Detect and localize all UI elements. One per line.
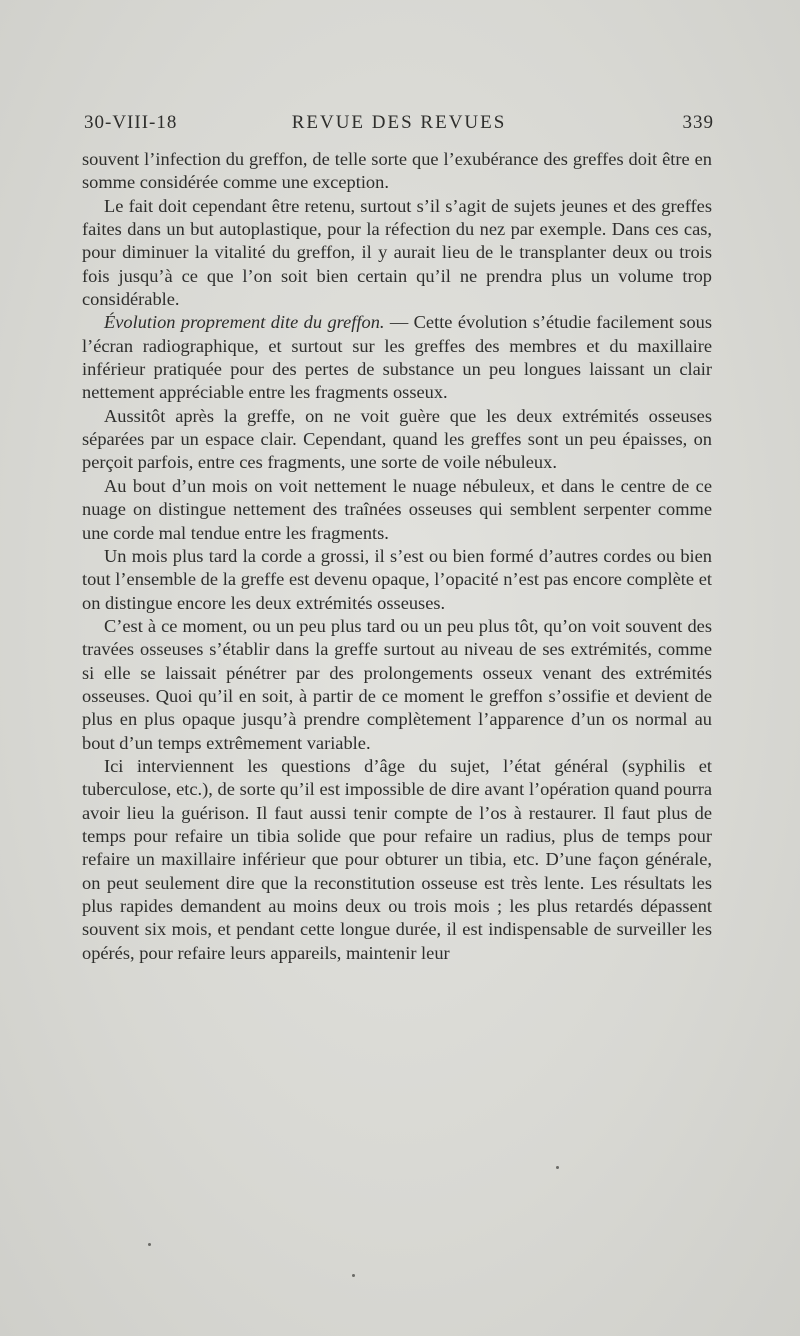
paragraph: Ici interviennent les questions d’âge du sujet, l’état général (syphilis et tuberculose, etc.), de sorte qu’il est impossible de dire avant l’opération quand pourra avoir lieu la guérison. Il faut aussi tenir compte de l’os à restaurer. Il faut plus de temps pour refaire un tibia solide que pour refaire un radius, plus de temps pour refaire un maxillaire inférieur que pour obturer un tibia, etc. D’une façon générale, on peut seulement dire que la reconstitution osseuse est très lente. Les résultats les plus rapides demandent au moins deux ou trois mois ; les plus retardés dépassent souvent six mois, et pendant cette longue durée, il est indispensable de surveiller les opérés, pour refaire leurs appareils, maintenir leur	[82, 755, 712, 963]
running-header	[84, 112, 714, 142]
paragraph: Le fait doit cependant être retenu, surtout s’il s’agit de sujets jeunes et des greffes faites dans un but autoplastique, pour la réfection du nez par exemple. Dans ces cas, pour diminuer la vitalité du greffon, il y aurait lieu de le transplanter deux ou trois fois jusqu’à ce que l’on soit bien certain qu’il ne prendra plus un volume trop considérable.	[82, 195, 712, 310]
paragraph: Un mois plus tard la corde a grossi, il s’est ou bien formé d’autres cordes ou bien tout l’ensemble de la greffe est devenu opaque, l’opacité n’est pas encore complète et on distingue encore les deux extrémités osseuses.	[82, 545, 712, 613]
section-heading: Évolution proprement dite du greffon.	[104, 312, 385, 333]
paragraph: C’est à ce moment, ou un peu plus tard ou un peu plus tôt, qu’on voit souvent des travées osseuses s’établir dans la greffe surtout au niveau de ses extrémités, comme si elle se laissait pénétrer par des prolongements osseux venant des extrémités osseuses. Quoi qu’il en soit, à partir de ce moment le greffon s’ossifie et devient de plus en plus opaque jusqu’à prendre complètement l’apparence d’un os normal au bout d’un temps extrêmement variable.	[82, 615, 712, 753]
paper-speck	[148, 1243, 151, 1246]
paragraph-continuation: souvent l’infection du greffon, de telle sorte que l’exubérance des greffes doit être en somme considérée comme une exception.	[82, 149, 712, 193]
paragraph-evolution	[82, 311, 712, 404]
header-date: 30-VIII-18	[84, 112, 178, 133]
paragraph: Au bout d’un mois on voit nettement le nuage nébuleux, et dans le centre de ce nuage on distingue nettement des traînées osseuses qui semblent serpenter comme une corde mal tendue entre les fragments.	[82, 475, 712, 543]
body-text	[82, 148, 712, 965]
page-number: 339	[682, 112, 714, 133]
header-title: REVUE DES REVUES	[291, 112, 507, 133]
paragraph-text: — Cette évolution s’étudie facilement sous l’écran radiographique, et surtout sur les greffes des membres et du maxillaire inférieur pratiquée pour des pertes de substance un peu longues laissant un clair nettement appréciable entre les fragments osseux.	[82, 312, 712, 403]
paragraph: Aussitôt après la greffe, on ne voit guère que les deux extrémités osseuses séparées par un espace clair. Cependant, quand les greffes sont un peu épaisses, on perçoit parfois, entre ces fragments, une sorte de voile nébuleux.	[82, 405, 712, 473]
paper-speck	[352, 1274, 355, 1277]
paper-speck	[556, 1166, 559, 1169]
